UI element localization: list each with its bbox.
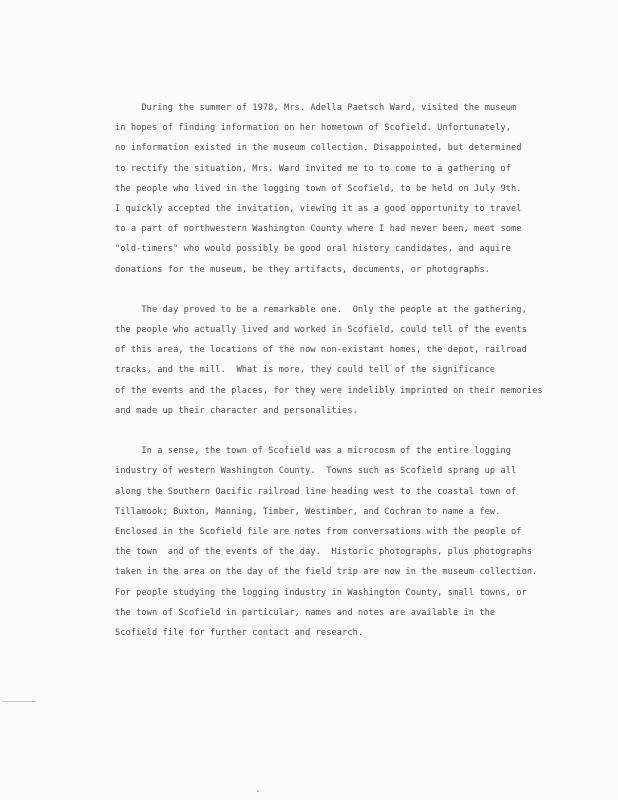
text-line: Tillamook; Buxton, Manning, Timber, Westimber, and Cochran to name a few. [115, 506, 501, 517]
text-line: the people who actually lived and worked in Scofield, could tell of the events [115, 325, 527, 336]
text-line: to a part of northwestern Washington County where I had never been, meet some [115, 224, 522, 235]
text-line: of the events and the places, for they were indelibly imprinted on their memories [115, 385, 543, 396]
text-line: to rectify the situation, Mrs. Ward invited me to to come to a gathering of [115, 163, 512, 174]
text-line: the town and of the events of the day. Historic photographs, plus photographs [115, 547, 533, 558]
text-line: and made up their character and personalities. [115, 405, 358, 416]
paragraph-spacer [115, 421, 585, 441]
paper-speck [257, 790, 259, 792]
text-line: in hopes of finding information on her hometown of Scofield. Unfortunately, [115, 123, 512, 134]
text-line: I quickly accepted the invitation, viewing it as a good opportunity to travel [115, 203, 522, 214]
body-text [115, 98, 585, 643]
text-line: For people studying the logging industry in Washington County, small towns, or [115, 587, 527, 598]
text-line: taken in the area on the day of the field trip are now in the museum collection. [115, 567, 538, 578]
text-line: the people who lived in the logging town of Scofield, to be held on July 9th. [115, 183, 522, 194]
text-line: "old-timers" who would possibly be good oral history candidates, and aquire [115, 244, 512, 255]
text-line: Scofield file for further contact and research. [115, 627, 364, 638]
text-line: tracks, and the mill. What is more, they could tell of the significance [115, 365, 496, 376]
text-line: donations for the museum, be they artifacts, documents, or photographs. [115, 264, 490, 275]
text-line: of this area, the locations of the now non-existant homes, the depot, railroad [115, 345, 527, 356]
text-line: Enclosed in the Scofield file are notes from conversations with the people of [115, 526, 522, 537]
text-line: the town of Scofield in particular, names and notes are available in the [115, 607, 496, 618]
paragraph-2 [115, 300, 585, 421]
margin-mark [2, 701, 36, 702]
text-line: The day proved to be a remarkable one. Only the people at the gathering, [115, 304, 527, 315]
paragraph-1 [115, 98, 585, 280]
text-line: industry of western Washington County. Towns such as Scofield sprang up all [115, 466, 517, 477]
text-line: During the summer of 1978, Mrs. Adella Paetsch Ward, visited the museum [115, 103, 517, 113]
paragraph-spacer [115, 280, 585, 300]
text-line: no information existed in the museum collection. Disappointed, but determined [115, 143, 522, 154]
text-line: along the Southern Oacific railroad line heading west to the coastal town of [115, 486, 517, 497]
paragraph-3 [115, 441, 585, 643]
text-line: In a sense, the town of Scofield was a microcosm of the entire logging [115, 446, 512, 457]
